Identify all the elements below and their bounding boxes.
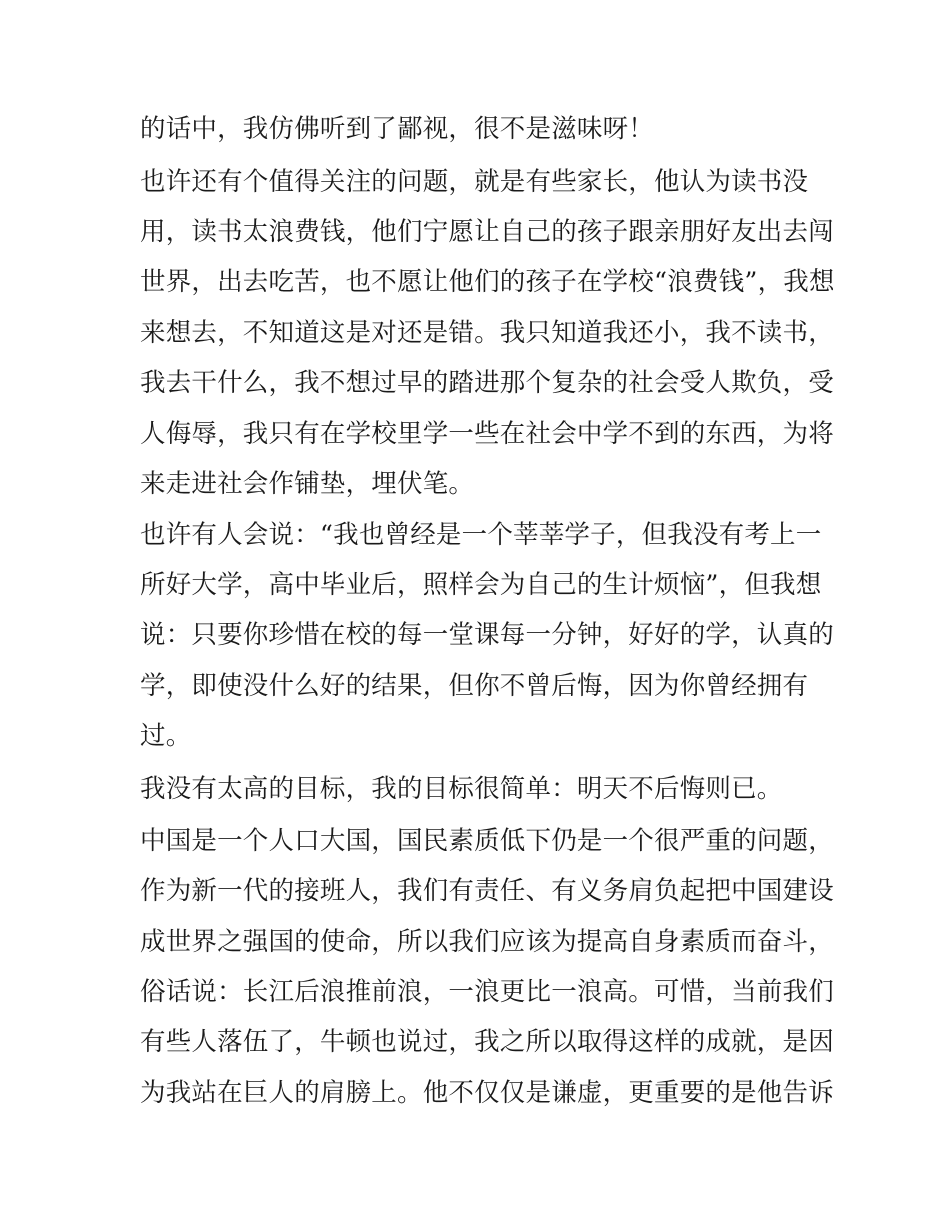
text-line: 学，即使没什么好的结果，但你不曾后悔，因为你曾经拥有: [140, 671, 809, 701]
text-line: 过。: [140, 721, 192, 751]
text-line: 成世界之强国的使命，所以我们应该为提高自身素质而奋斗，: [140, 927, 834, 957]
text-line: 用，读书太浪费钱，他们宁愿让自己的孩子跟亲朋好友出去闯: [140, 217, 834, 247]
text-line: 也许有人会说：“我也曾经是一个莘莘学子，但我没有考上一: [140, 520, 822, 550]
text-line: 说：只要你珍惜在校的每一堂课每一分钟，好好的学，认真的: [140, 620, 834, 650]
text-line: 有些人落伍了，牛顿也说过，我之所以取得这样的成就，是因: [140, 1027, 834, 1057]
text-line: 为我站在巨人的肩膀上。他不仅仅是谦虚，更重要的是他告诉: [140, 1078, 834, 1108]
text-line: 世界，出去吃苦，也不愿让他们的孩子在学校“浪费钱”，我想: [140, 267, 835, 297]
text-line: 作为新一代的接班人，我们有责任、有义务肩负起把中国建设: [140, 876, 834, 906]
text-line: 也许还有个值得关注的问题，就是有些家长，他认为读书没: [140, 167, 809, 197]
text-line: 来想去，不知道这是对还是错。我只知道我还小，我不读书，: [140, 318, 834, 348]
text-line: 我去干什么，我不想过早的踏进那个复杂的社会受人欺负，受: [140, 368, 834, 398]
text-line: 来走进社会作铺垫，埋伏笔。: [140, 469, 475, 499]
text-line: 我没有太高的目标，我的目标很简单：明天不后悔则已。: [140, 774, 783, 804]
text-line: 所好大学，高中毕业后，照样会为自己的生计烦恼”，但我想: [140, 570, 822, 600]
text-line: 俗话说：长江后浪推前浪，一浪更比一浪高。可惜，当前我们: [140, 977, 834, 1007]
text-line: 的话中，我仿佛听到了鄙视，很不是滋味呀！: [140, 114, 655, 144]
text-line: 人侮辱，我只有在学校里学一些在社会中学不到的东西，为将: [140, 419, 834, 449]
text-line: 中国是一个人口大国，国民素质低下仍是一个很严重的问题，: [140, 826, 834, 856]
